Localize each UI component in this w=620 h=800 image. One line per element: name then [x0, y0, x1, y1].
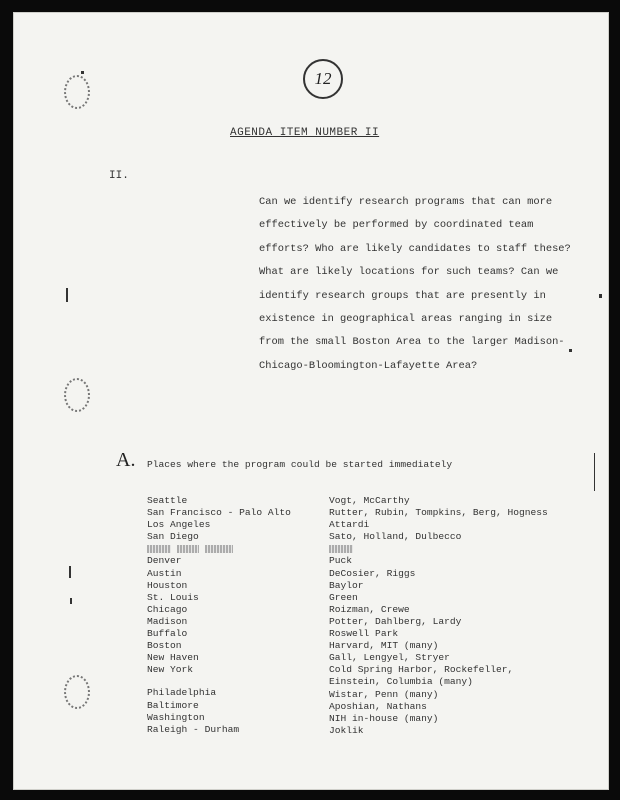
- people-item: Wistar, Penn (many): [329, 688, 439, 700]
- place-item: Seattle: [147, 495, 188, 506]
- redacted-mark: [177, 545, 199, 553]
- place-item: Madison: [147, 615, 188, 627]
- page-number: 12: [303, 59, 343, 99]
- people-item: Gall, Lengyel, Stryer: [329, 652, 450, 664]
- place-item: Denver: [147, 555, 182, 567]
- place-item: Baltimore: [147, 699, 199, 711]
- people-item: NIH in-house (many): [329, 712, 439, 724]
- paragraph-line: effectively be performed by coordinated team: [259, 219, 534, 232]
- place-item: Los Angeles: [147, 519, 211, 531]
- people-item: Attardi: [329, 519, 370, 531]
- margin-mark: [599, 294, 602, 298]
- place-item: Chicago: [147, 603, 188, 615]
- place-item: Washington: [147, 711, 205, 723]
- people-item: Aposhian, Nathans: [329, 700, 427, 712]
- people-item: Roizman, Crewe: [329, 603, 410, 615]
- paragraph-line: What are likely locations for such teams? Can we: [259, 266, 559, 279]
- people-item: Joklik: [329, 724, 364, 736]
- punch-hole-bottom: [64, 675, 90, 709]
- punch-hole-middle: [64, 378, 90, 412]
- place-item: St. Louis: [147, 591, 199, 603]
- people-item: Vogt, McCarthy: [329, 495, 410, 506]
- paragraph-line: efforts? Who are likely candidates to staff these?: [259, 242, 571, 255]
- people-item: Potter, Dahlberg, Lardy: [329, 615, 462, 627]
- subsection-letter: A.: [116, 449, 136, 471]
- agenda-title: AGENDA ITEM NUMBER II: [230, 127, 380, 139]
- people-item: Puck: [329, 555, 353, 567]
- place-item: Austin: [147, 567, 182, 579]
- people-item: Roswell Park: [329, 628, 399, 640]
- people-item: Rutter, Rubin, Tompkins, Berg, Hogness: [329, 507, 548, 519]
- people-item: Einstein, Columbia (many): [329, 676, 473, 688]
- people-item: Sato, Holland, Dulbecco: [329, 531, 462, 543]
- place-item-spacer: [147, 676, 291, 687]
- places-list: [147, 495, 291, 736]
- place-item: New York: [147, 664, 194, 676]
- people-item-redacted: [329, 543, 548, 555]
- people-item: DeCosier, Riggs: [329, 567, 416, 579]
- people-item: Harvard, MIT (many): [329, 640, 439, 652]
- document-page: [13, 12, 609, 790]
- place-item: Philadelphia: [147, 687, 217, 699]
- paragraph-line: Can we identify research programs that can more: [259, 196, 553, 208]
- paragraph-line: identify research groups that are presently in: [259, 289, 546, 302]
- paragraph-line: existence in geographical areas ranging in size: [259, 313, 553, 326]
- place-item: New Haven: [147, 652, 199, 664]
- paragraph-line: from the small Boston Area to the larger Madison-: [259, 336, 565, 349]
- people-item: Green: [329, 591, 358, 603]
- place-item: Buffalo: [147, 628, 188, 640]
- margin-mark: [70, 598, 72, 604]
- margin-mark: [66, 288, 68, 302]
- margin-mark: [81, 71, 84, 74]
- margin-mark: [69, 566, 71, 578]
- paragraph-line: Chicago-Bloomington-Lafayette Area?: [259, 359, 478, 372]
- place-item: San Francisco - Palo Alto: [147, 507, 291, 519]
- people-list: [329, 495, 548, 737]
- punch-hole-top: [64, 75, 90, 109]
- margin-mark: [594, 453, 595, 491]
- people-item: Baylor: [329, 579, 364, 591]
- question-paragraph: [259, 191, 599, 378]
- place-item: Boston: [147, 640, 182, 652]
- subsection-heading: Places where the program could be started immediately: [147, 459, 453, 470]
- place-item-redacted: [147, 543, 291, 555]
- redacted-mark: [205, 545, 233, 553]
- place-item: Raleigh - Durham: [147, 723, 240, 735]
- redacted-mark: [147, 545, 171, 553]
- people-item: Cold Spring Harbor, Rockefeller,: [329, 664, 514, 676]
- section-number: II.: [109, 170, 129, 182]
- place-item: San Diego: [147, 531, 199, 543]
- place-item: Houston: [147, 579, 188, 591]
- redacted-mark: [329, 545, 353, 553]
